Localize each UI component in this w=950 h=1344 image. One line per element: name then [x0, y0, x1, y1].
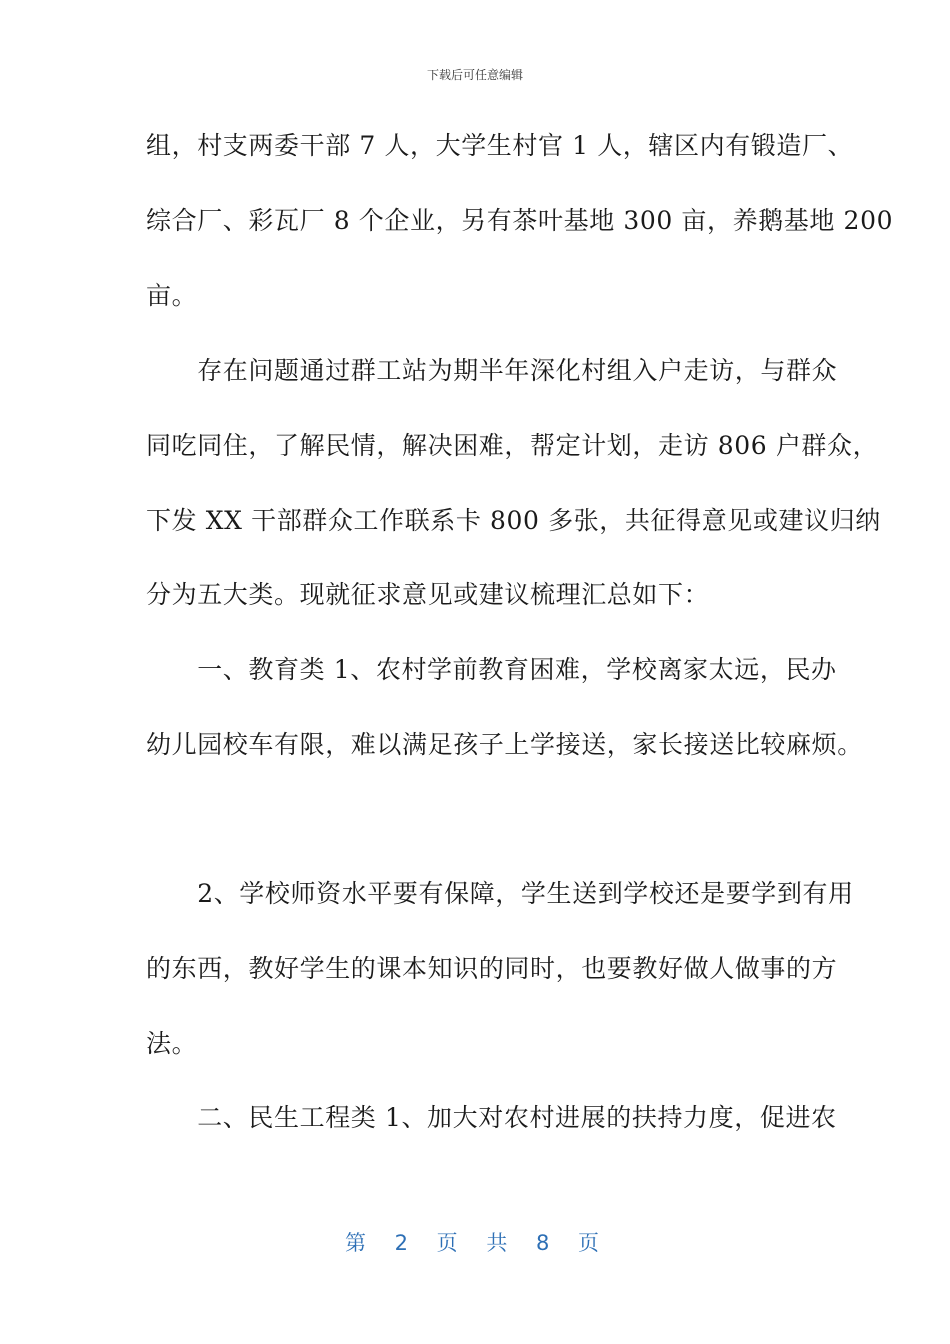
body-line-13: 二、民生工程类 1、加大对农村进展的扶持力度，促进农	[146, 1103, 837, 1132]
body-line-7: 分为五大类。现就征求意见或建议梳理汇总如下：	[146, 580, 710, 609]
body-line-12: 法。	[146, 1029, 198, 1058]
body-line-6: 下发 XX 干部群众工作联系卡 800 多张，共征得意见或建议归纳	[146, 506, 881, 535]
body-line-10: 2、学校师资水平要有保障，学生送到学校还是要学到有用	[146, 879, 854, 908]
body-line-4: 存在问题通过群工站为期半年深化村组入户走访，与群众	[146, 356, 838, 385]
body-line-1: 组，村支两委干部 7 人，大学生村官 1 人，辖区内有锻造厂、	[146, 131, 854, 160]
body-line-11: 的东西，教好学生的课本知识的同时，也要教好做人做事的方	[146, 954, 838, 983]
page-header: 下载后可任意编辑	[426, 68, 523, 82]
page-footer: 第 2 页 共 8 页	[344, 1231, 606, 1255]
body-line-5: 同吃同住，了解民情，解决困难，帮定计划，走访 806 户群众，	[146, 431, 879, 460]
body-line-2: 综合厂、彩瓦厂 8 个企业，另有茶叶基地 300 亩，养鹅基地 200	[146, 206, 894, 235]
body-line-9: 幼儿园校车有限，难以满足孩子上学接送，家长接送比较麻烦。	[146, 730, 863, 759]
body-line-8: 一、教育类 1、农村学前教育困难，学校离家太远，民办	[146, 655, 837, 684]
body-line-3: 亩。	[146, 281, 198, 310]
